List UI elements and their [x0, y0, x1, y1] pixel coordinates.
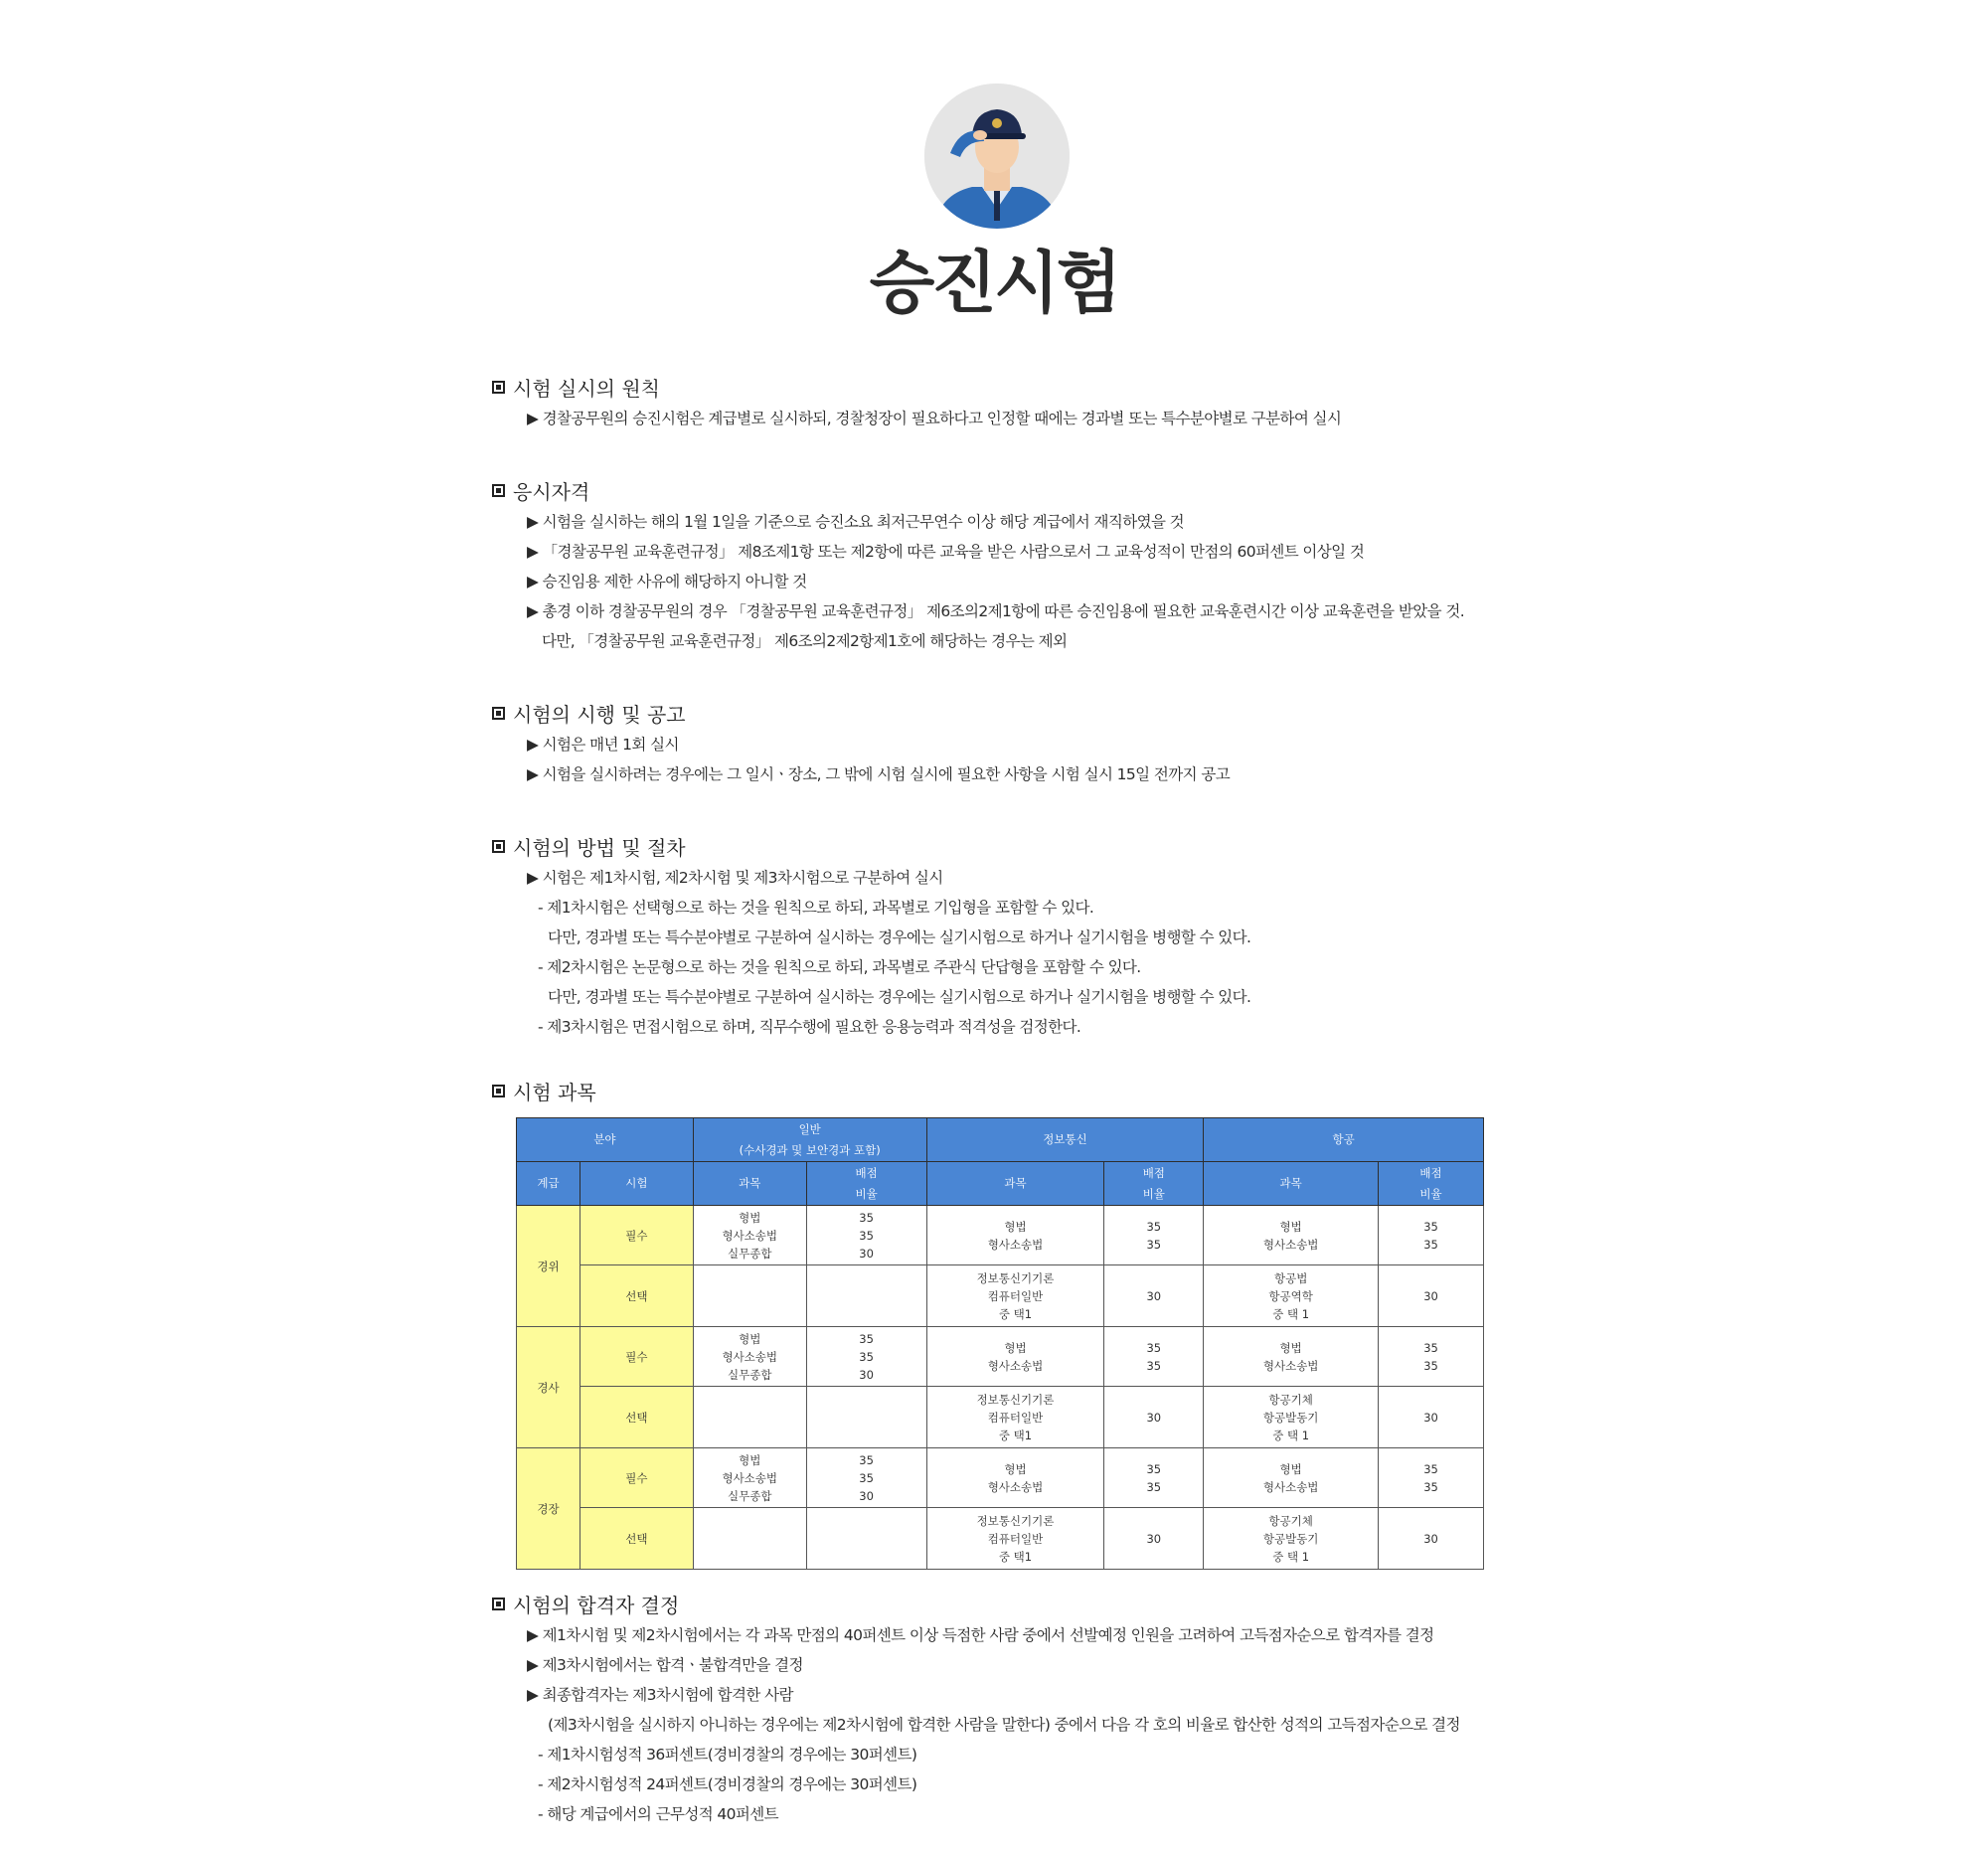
it-ratio-cell-line: 35 — [1146, 1340, 1162, 1355]
table-row — [517, 1206, 1484, 1265]
header-ratio-line: 배점 — [1419, 1165, 1442, 1180]
body-line: ▶ 시험을 실시하는 해의 1월 1일을 기준으로 승진소요 최저근무연수 이상 해당 계급에서 재직하였을 것 — [527, 513, 1185, 531]
aviation-ratio-cell — [1379, 1327, 1484, 1387]
aviation-ratio-cell-line: 35 — [1423, 1237, 1438, 1252]
aviation-ratio-cell-line: 30 — [1423, 1288, 1438, 1303]
section-method — [492, 829, 1496, 1074]
body-line: ▶ 총경 이하 경찰공무원의 경우 「경찰공무원 교육훈련규정」 제6조의2제1항에 따른 승진임용에 필요한 교육훈련시간 이상 교육훈련을 받았을 것. — [527, 602, 1465, 620]
page-title: 승진시험 — [869, 245, 1119, 323]
it-ratio-cell-line: 35 — [1146, 1237, 1162, 1252]
header-grade: 계급 — [517, 1162, 580, 1206]
general-ratio-cell — [806, 1387, 926, 1448]
header-ratio-line: 배점 — [1142, 1165, 1165, 1180]
grade-cell: 경장 — [517, 1448, 580, 1570]
aviation-subject-cell-line: 항공발동기 — [1262, 1410, 1319, 1425]
it-subject-cell-line: 정보통신기기론 — [976, 1513, 1055, 1528]
body-line: ▶ 경찰공무원의 승진시험은 계급별로 실시하되, 경찰청장이 필요하다고 인정할 때에는 경과별 또는 특수분야별로 구분하여 실시 — [527, 410, 1342, 427]
general-subject-cell-line: 실무종합 — [728, 1246, 772, 1261]
body-line: ▶ 승진임용 제한 사유에 해당하지 아니할 것 — [527, 573, 807, 590]
general-subject-cell — [693, 1448, 806, 1508]
general-subject-cell — [693, 1265, 806, 1327]
body-line: 다만, 경과별 또는 특수분야별로 구분하여 실시하는 경우에는 실기시험으로 하거나 실기시험을 병행할 수 있다. — [548, 928, 1251, 946]
section-heading-text: 시험 과목 — [513, 1080, 596, 1104]
exam-kind-cell: 필수 — [580, 1448, 693, 1508]
aviation-ratio-cell-line: 30 — [1423, 1531, 1438, 1546]
table-row — [517, 1265, 1484, 1327]
header-ratio-line: 비율 — [1419, 1186, 1442, 1201]
header-aviation: 항공 — [1204, 1118, 1484, 1162]
aviation-subject-cell-line: 형법 — [1279, 1340, 1302, 1355]
aviation-subject-cell-line: 중 택 1 — [1272, 1428, 1310, 1442]
it-ratio-cell-line: 35 — [1146, 1461, 1162, 1476]
section-heading — [492, 473, 1496, 507]
aviation-ratio-cell-line: 35 — [1423, 1358, 1438, 1373]
it-ratio-cell — [1104, 1387, 1204, 1448]
header-ratio-line: 비율 — [855, 1186, 878, 1201]
general-ratio-cell — [806, 1206, 926, 1265]
aviation-subject-cell-line: 항공기체 — [1268, 1392, 1313, 1407]
aviation-subject-cell-line: 항공역학 — [1268, 1288, 1313, 1303]
subjects-table — [516, 1117, 1484, 1570]
aviation-subject-cell-line: 형사소송법 — [1262, 1237, 1319, 1252]
general-ratio-cell — [806, 1327, 926, 1387]
aviation-subject-cell-line: 항공발동기 — [1262, 1531, 1319, 1546]
it-subject-cell-line: 형사소송법 — [987, 1358, 1044, 1373]
header-it: 정보통신 — [926, 1118, 1204, 1162]
it-subject-cell — [926, 1448, 1104, 1508]
body-line: ▶ 「경찰공무원 교육훈련규정」 제8조제1항 또는 제2항에 따른 교육을 받은 사람으로서 그 교육성적이 만점의 60퍼센트 이상일 것 — [527, 543, 1365, 561]
table-row — [517, 1387, 1484, 1448]
it-ratio-cell — [1104, 1265, 1204, 1327]
general-subject-cell-line: 형사소송법 — [722, 1228, 778, 1243]
general-ratio-cell-line: 35 — [859, 1228, 874, 1243]
bullet-box-icon — [492, 484, 505, 497]
body-line: - 제3차시험은 면접시험으로 하며, 직무수행에 필요한 응용능력과 적격성을 검정한다. — [538, 1018, 1081, 1036]
content — [492, 370, 1496, 1829]
it-ratio-cell-line: 30 — [1146, 1288, 1162, 1303]
aviation-subject-cell-line: 중 택 1 — [1272, 1306, 1310, 1321]
general-subject-cell — [693, 1327, 806, 1387]
general-subject-cell-line: 형법 — [739, 1452, 761, 1467]
it-ratio-cell-line: 35 — [1146, 1358, 1162, 1373]
header-general-note: (수사경과 및 보안경과 포함) — [739, 1142, 881, 1157]
it-subject-cell-line: 정보통신기기론 — [976, 1392, 1055, 1407]
aviation-subject-cell-line: 항공기체 — [1268, 1513, 1313, 1528]
section-heading-text: 시험 실시의 원칙 — [513, 376, 660, 401]
aviation-ratio-cell — [1379, 1387, 1484, 1448]
aviation-subject-cell — [1204, 1265, 1379, 1327]
exam-kind-cell: 선택 — [580, 1387, 693, 1448]
header-ratio-line: 비율 — [1142, 1186, 1165, 1201]
table-row — [517, 1508, 1484, 1570]
header-field: 분야 — [517, 1118, 694, 1162]
exam-kind-cell: 필수 — [580, 1206, 693, 1265]
general-ratio-cell-line: 35 — [859, 1349, 874, 1364]
header-ratio — [1379, 1162, 1484, 1206]
general-subject-cell-line: 실무종합 — [728, 1367, 772, 1382]
general-ratio-cell-line: 30 — [859, 1488, 874, 1503]
general-ratio-cell-line: 30 — [859, 1246, 874, 1261]
bullet-box-icon — [492, 840, 505, 853]
section-heading-text: 응시자격 — [513, 479, 590, 504]
section-eligibility — [492, 473, 1496, 696]
aviation-ratio-cell — [1379, 1448, 1484, 1508]
general-ratio-cell — [806, 1448, 926, 1508]
it-subject-cell-line: 중 택1 — [998, 1306, 1033, 1321]
aviation-ratio-cell — [1379, 1206, 1484, 1265]
aviation-subject-cell-line: 중 택 1 — [1272, 1549, 1310, 1564]
section-heading — [492, 370, 1496, 404]
it-ratio-cell — [1104, 1206, 1204, 1265]
header-general — [693, 1118, 926, 1162]
officer-avatar — [924, 84, 1070, 229]
header-ratio — [1104, 1162, 1204, 1206]
it-subject-cell — [926, 1206, 1104, 1265]
bullet-box-icon — [492, 1085, 505, 1097]
section-schedule — [492, 696, 1496, 829]
general-subject-cell — [693, 1508, 806, 1570]
general-ratio-cell-line: 35 — [859, 1210, 874, 1225]
it-subject-cell — [926, 1508, 1104, 1570]
header-general-title: 일반 — [798, 1121, 821, 1136]
aviation-subject-cell-line: 형법 — [1279, 1219, 1302, 1234]
exam-kind-cell: 선택 — [580, 1265, 693, 1327]
body-line: - 제1차시험성적 36퍼센트(경비경찰의 경우에는 30퍼센트) — [538, 1746, 917, 1764]
section-pass — [492, 1587, 1496, 1829]
section-heading — [492, 1587, 1496, 1620]
it-ratio-cell-line: 35 — [1146, 1219, 1162, 1234]
it-subject-cell — [926, 1387, 1104, 1448]
body-line: 다만, 경과별 또는 특수분야별로 구분하여 실시하는 경우에는 실기시험으로 하거나 실기시험을 병행할 수 있다. — [548, 988, 1251, 1006]
section-subjects — [492, 1074, 1496, 1587]
section-heading — [492, 1074, 1496, 1107]
it-subject-cell-line: 컴퓨터일반 — [987, 1410, 1044, 1425]
aviation-subject-cell — [1204, 1508, 1379, 1570]
body-line: ▶ 시험을 실시하려는 경우에는 그 일시ㆍ장소, 그 밖에 시험 실시에 필요한 사항을 시험 실시 15일 전까지 공고 — [527, 765, 1231, 783]
it-ratio-cell-line: 30 — [1146, 1410, 1162, 1425]
it-subject-cell — [926, 1327, 1104, 1387]
bullet-box-icon — [492, 707, 505, 720]
body-line: ▶ 제3차시험에서는 합격ㆍ불합격만을 결정 — [527, 1656, 803, 1674]
body-line: - 제1차시험은 선택형으로 하는 것을 원칙으로 하되, 과목별로 기입형을 포함할 수 있다. — [538, 899, 1094, 917]
section-heading-text: 시험의 시행 및 공고 — [513, 702, 686, 727]
it-ratio-cell — [1104, 1448, 1204, 1508]
body-line: ▶ 시험은 제1차시험, 제2차시험 및 제3차시험으로 구분하여 실시 — [527, 869, 943, 887]
grade-cell: 경위 — [517, 1206, 580, 1327]
it-subject-cell-line: 형법 — [1004, 1461, 1027, 1476]
section-heading — [492, 829, 1496, 863]
it-ratio-cell-line: 30 — [1146, 1531, 1162, 1546]
body-line: (제3차시험을 실시하지 아니하는 경우에는 제2차시험에 합격한 사람을 말한다) 중에서 다음 각 호의 비율로 합산한 성적의 고득점자순으로 결정 — [548, 1716, 1460, 1734]
section-heading — [492, 696, 1496, 730]
header-subject: 과목 — [693, 1162, 806, 1206]
it-subject-cell-line: 컴퓨터일반 — [987, 1531, 1044, 1546]
general-ratio-cell — [806, 1265, 926, 1327]
subjects-table-wrap — [516, 1117, 1496, 1570]
it-subject-cell-line: 형사소송법 — [987, 1479, 1044, 1494]
general-subject-cell — [693, 1387, 806, 1448]
it-subject-cell-line: 중 택1 — [998, 1428, 1033, 1442]
aviation-subject-cell — [1204, 1327, 1379, 1387]
table-row — [517, 1327, 1484, 1387]
section-principle — [492, 370, 1496, 473]
bullet-box-icon — [492, 381, 505, 394]
saluting-officer-illustration — [924, 84, 1070, 229]
general-ratio-cell-line: 35 — [859, 1452, 874, 1467]
general-ratio-cell-line: 35 — [859, 1331, 874, 1346]
header-subject: 과목 — [926, 1162, 1104, 1206]
aviation-ratio-cell-line: 35 — [1423, 1340, 1438, 1355]
it-subject-cell-line: 중 택1 — [998, 1549, 1033, 1564]
general-ratio-cell — [806, 1508, 926, 1570]
general-ratio-cell-line: 35 — [859, 1470, 874, 1485]
it-subject-cell — [926, 1265, 1104, 1327]
general-ratio-cell-line: 30 — [859, 1367, 874, 1382]
section-heading-text: 시험의 합격자 결정 — [513, 1593, 680, 1617]
exam-kind-cell: 선택 — [580, 1508, 693, 1570]
grade-cell: 경사 — [517, 1327, 580, 1448]
aviation-ratio-cell-line: 30 — [1423, 1410, 1438, 1425]
header-ratio — [806, 1162, 926, 1206]
aviation-ratio-cell — [1379, 1508, 1484, 1570]
it-ratio-cell-line: 35 — [1146, 1479, 1162, 1494]
body-line: - 제2차시험은 논문형으로 하는 것을 원칙으로 하되, 과목별로 주관식 단답형을 포함할 수 있다. — [538, 958, 1141, 976]
it-subject-cell-line: 형법 — [1004, 1219, 1027, 1234]
general-subject-cell-line: 형사소송법 — [722, 1470, 778, 1485]
header-ratio-line: 배점 — [855, 1165, 878, 1180]
subjects-table-body — [517, 1206, 1484, 1570]
aviation-ratio-cell-line: 35 — [1423, 1479, 1438, 1494]
body-line: - 제2차시험성적 24퍼센트(경비경찰의 경우에는 30퍼센트) — [538, 1775, 917, 1793]
table-row — [517, 1448, 1484, 1508]
aviation-ratio-cell — [1379, 1265, 1484, 1327]
body-line: - 해당 계급에서의 근무성적 40퍼센트 — [538, 1805, 779, 1823]
it-subject-cell-line: 형사소송법 — [987, 1237, 1044, 1252]
general-subject-cell-line: 형법 — [739, 1331, 761, 1346]
it-subject-cell-line: 형법 — [1004, 1340, 1027, 1355]
aviation-ratio-cell-line: 35 — [1423, 1219, 1438, 1234]
aviation-subject-cell-line: 항공법 — [1273, 1270, 1308, 1285]
aviation-subject-cell — [1204, 1448, 1379, 1508]
aviation-subject-cell-line: 형법 — [1279, 1461, 1302, 1476]
aviation-ratio-cell-line: 35 — [1423, 1461, 1438, 1476]
header-exam: 시험 — [580, 1162, 693, 1206]
body-line: ▶ 최종합격자는 제3차시험에 합격한 사람 — [527, 1686, 793, 1704]
body-line: 다만, 「경찰공무원 교육훈련규정」 제6조의2제2항제1호에 해당하는 경우는 제외 — [542, 632, 1068, 650]
aviation-subject-cell — [1204, 1206, 1379, 1265]
it-ratio-cell — [1104, 1327, 1204, 1387]
bullet-box-icon — [492, 1598, 505, 1610]
general-subject-cell-line: 형사소송법 — [722, 1349, 778, 1364]
it-subject-cell-line: 정보통신기기론 — [976, 1270, 1055, 1285]
exam-kind-cell: 필수 — [580, 1327, 693, 1387]
body-line: ▶ 시험은 매년 1회 실시 — [527, 736, 679, 754]
section-heading-text: 시험의 방법 및 절차 — [513, 835, 686, 860]
body-line: ▶ 제1차시험 및 제2차시험에서는 각 과목 만점의 40퍼센트 이상 득점한 사람 중에서 선발예정 인원을 고려하여 고득점자순으로 합격자를 결정 — [527, 1626, 1434, 1644]
general-subject-cell — [693, 1206, 806, 1265]
aviation-subject-cell-line: 형사소송법 — [1262, 1479, 1319, 1494]
general-subject-cell-line: 형법 — [739, 1210, 761, 1225]
it-ratio-cell — [1104, 1508, 1204, 1570]
aviation-subject-cell — [1204, 1387, 1379, 1448]
header-subject: 과목 — [1204, 1162, 1379, 1206]
aviation-subject-cell-line: 형사소송법 — [1262, 1358, 1319, 1373]
general-subject-cell-line: 실무종합 — [728, 1488, 772, 1503]
it-subject-cell-line: 컴퓨터일반 — [987, 1288, 1044, 1303]
